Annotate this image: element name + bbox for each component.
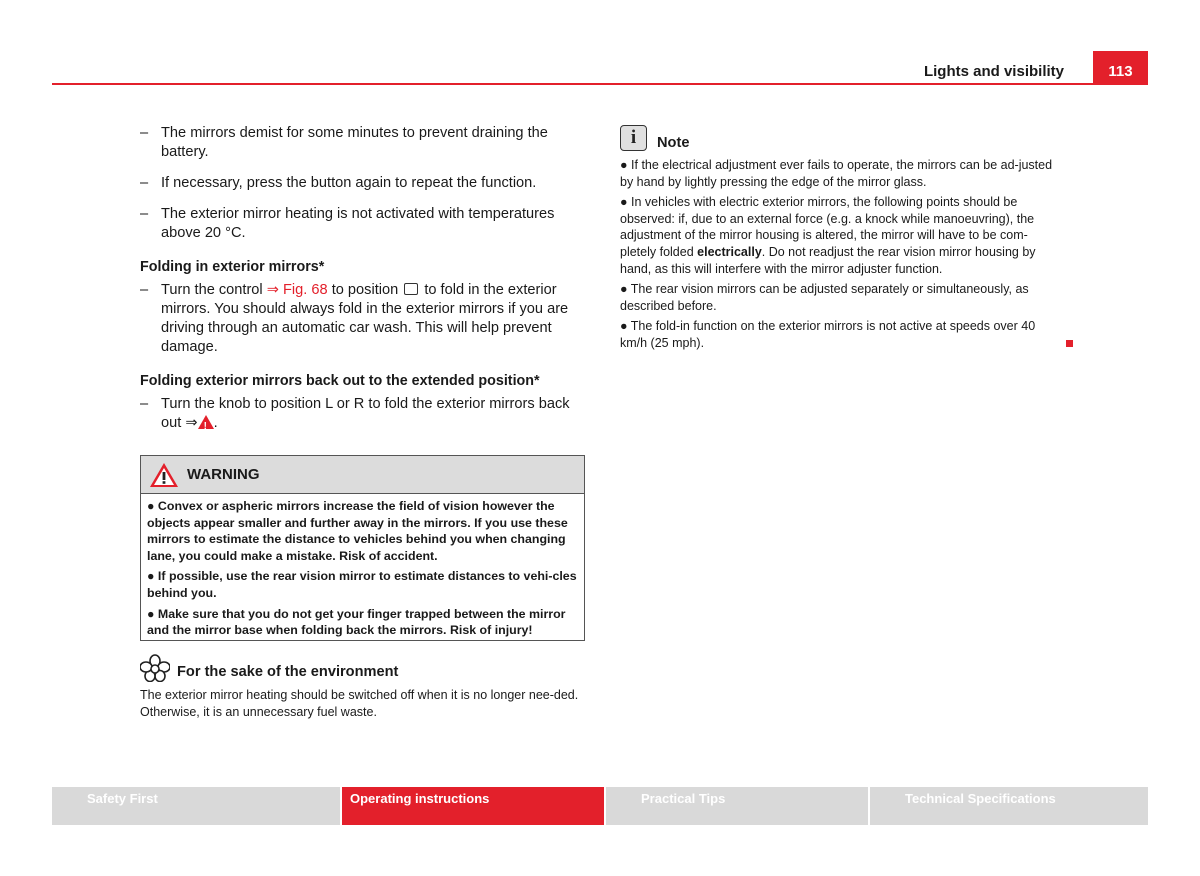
tab-technical-specifications[interactable]: Technical Specifications — [870, 787, 1148, 825]
note-body — [620, 157, 1060, 356]
note-point: ● If the electrical adjustment ever fails to operate, the mirrors can be ad-justed by hand by lightly pressing the edge of the mirror glass. — [620, 158, 1053, 189]
left-column — [140, 124, 585, 445]
warning-point: ● If possible, use the rear vision mirror to estimate distances to vehi-cles behind you. — [147, 569, 577, 600]
tab-practical-tips[interactable]: Practical Tips — [606, 787, 868, 825]
warning-body — [141, 494, 584, 639]
section-end-marker — [1066, 340, 1073, 347]
list-item: – If necessary, press the button again to repeat the function. — [140, 175, 537, 191]
note-title: Note — [657, 135, 690, 151]
section-title: Lights and visibility — [923, 63, 1064, 80]
folding-out-heading: Folding exterior mirrors back out to the extended position* — [140, 373, 540, 389]
list-item: – The exterior mirror heating is not activated with temperatures above 20 °C. — [140, 206, 555, 241]
tab-operating-instructions[interactable]: Operating instructions — [342, 787, 604, 825]
warning-header — [141, 456, 584, 494]
environment-title: For the sake of the environment — [177, 664, 399, 680]
figure-link[interactable]: ⇒ Fig. 68 — [266, 282, 328, 298]
tab-safety-first[interactable]: Safety First — [52, 787, 340, 825]
list-item: – Turn the control ⇒ Fig. 68 to position to fold in the exterior mirrors. You should always fold in the exterior mirrors if you are driving through an automatic car wash. This will help prevent damage. — [140, 282, 569, 355]
flower-icon — [140, 654, 170, 682]
fold-position-icon — [404, 283, 418, 295]
header-divider — [52, 83, 1148, 85]
list-item: – The mirrors demist for some minutes to prevent draining the battery. — [140, 125, 548, 160]
warning-box — [140, 455, 585, 641]
warning-triangle-icon — [149, 462, 179, 488]
page-number: 113 — [1093, 51, 1148, 85]
warning-title: WARNING — [187, 466, 260, 483]
warning-ref-icon[interactable] — [198, 415, 214, 429]
warning-point: ● Convex or aspheric mirrors increase the field of vision however the objects appear smaller and further away in the mirrors. If you use these mirrors to estimate the distance to vehicles behind you when changing lane, you could make a mistake. Risk of accident. — [147, 499, 568, 563]
environment-header — [140, 654, 398, 682]
list-item-text: The mirrors demist for some minutes to prevent draining the battery. — [161, 125, 548, 160]
note-point: ● The fold-in function on the exterior mirrors is not active at speeds over 40 km/h (25 mph). — [620, 319, 1036, 350]
note-point: ● In vehicles with electric exterior mirrors, the following points should be observed: if, due to an external force (e.g. a knock while manoeuvring), the adjustment of the mirror housing is altered, the mirror will have to be com-pletely folded electrically. Do not readjust the rear vision mirror housing by hand, as this will interfere with the mirror adjuster function. — [620, 195, 1036, 276]
footer-nav — [52, 787, 1148, 825]
info-icon: i — [620, 125, 647, 151]
folding-in-heading: Folding in exterior mirrors* — [140, 259, 325, 275]
list-item-text: If necessary, press the button again to repeat the function. — [161, 175, 537, 191]
warning-point: ● Make sure that you do not get your finger trapped between the mirror and the mirror base when folding back the mirrors. Risk of injury! — [147, 606, 566, 638]
note-header — [620, 125, 689, 151]
list-item-text: The exterior mirror heating is not activated with temperatures above 20 °C. — [161, 206, 555, 241]
environment-text: The exterior mirror heating should be switched off when it is no longer nee-ded. Otherwise, it is an unnecessary fuel waste. — [140, 688, 579, 719]
note-point: ● The rear vision mirrors can be adjusted separately or simultaneously, as described before. — [620, 282, 1029, 313]
list-item: – Turn the knob to position L or R to fold the exterior mirrors back out ⇒! . — [140, 395, 585, 433]
